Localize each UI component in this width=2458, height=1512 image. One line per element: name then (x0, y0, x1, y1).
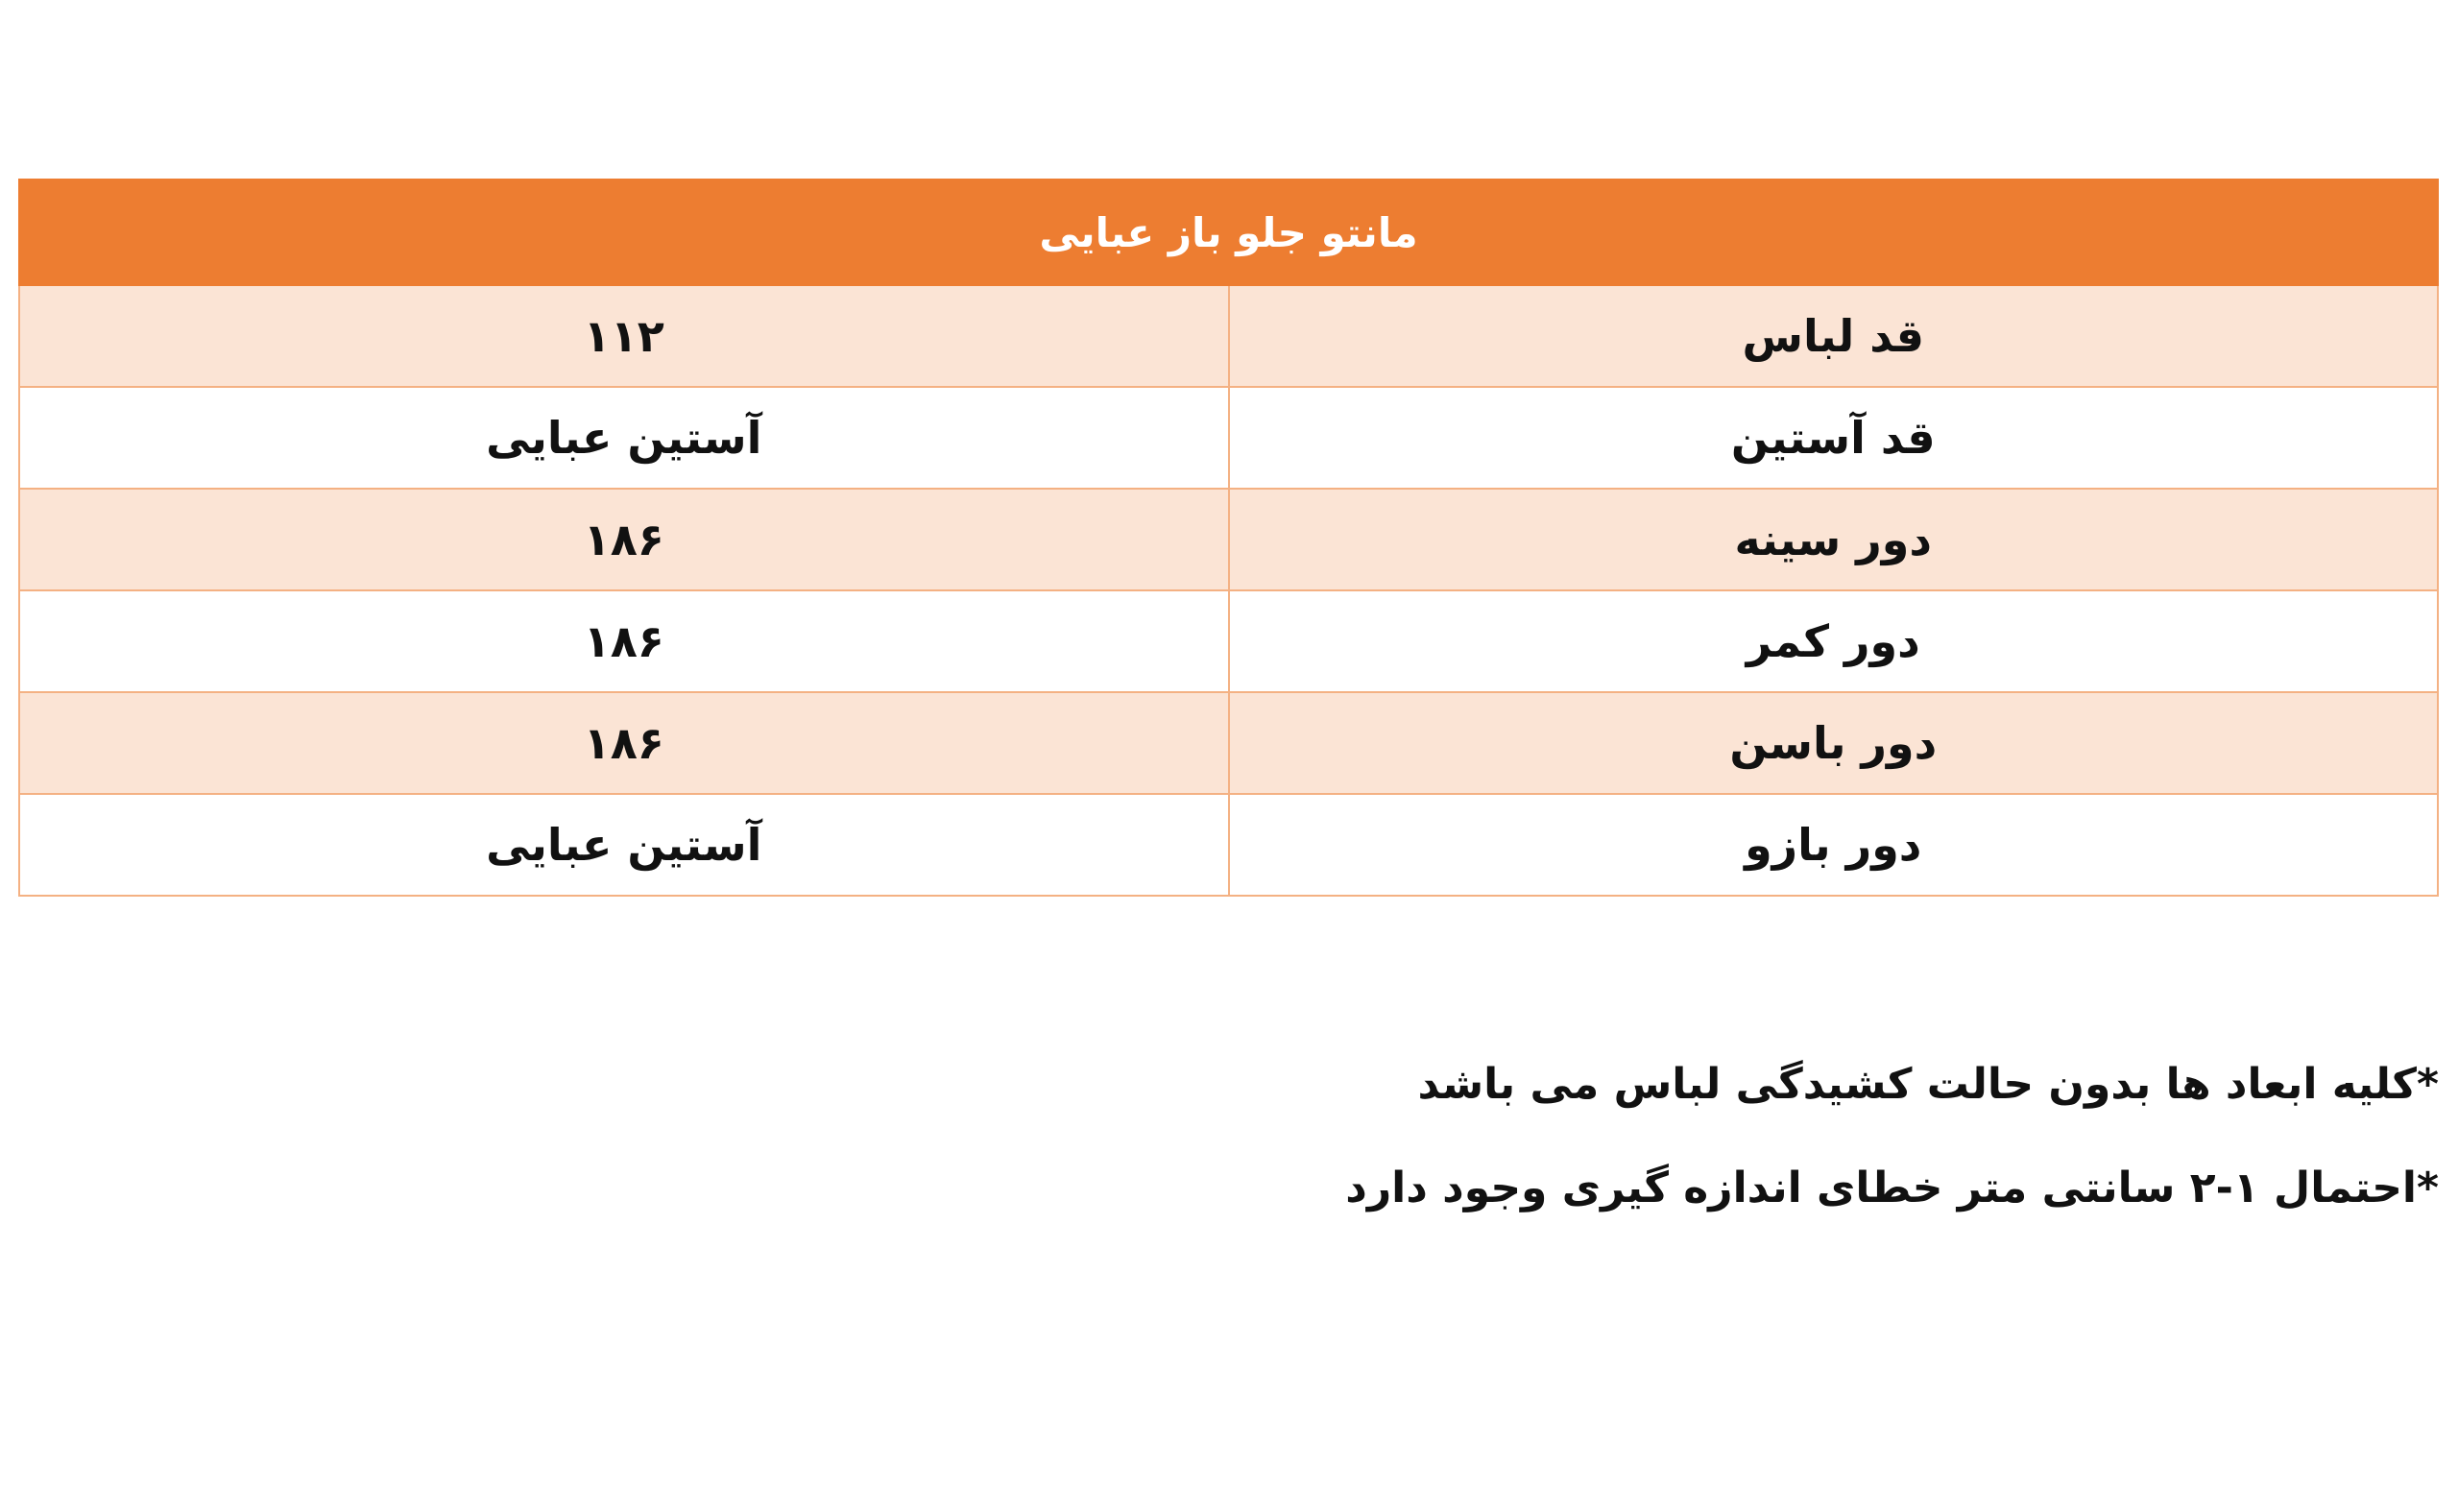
table-title: مانتو جلو باز عبایی (19, 180, 2438, 285)
table-row (19, 794, 2438, 896)
table-row (19, 489, 2438, 590)
row-value: ۱۸۶ (19, 489, 1229, 590)
note-measurement-error: *احتمال ۱-۲ سانتی متر خطای اندازه گیری وجود دارد (1345, 1164, 2439, 1212)
row-label: دور سینه (1229, 489, 2439, 590)
row-label: دور بازو (1229, 794, 2439, 896)
table-row (19, 285, 2438, 387)
row-label: دور باسن (1229, 692, 2439, 794)
row-value: ۱۸۶ (19, 590, 1229, 692)
row-value: آستین عبایی (19, 387, 1229, 489)
row-value: ۱۸۶ (19, 692, 1229, 794)
size-table (18, 179, 2439, 897)
row-label: قد آستین (1229, 387, 2439, 489)
table-row (19, 692, 2438, 794)
row-label: دور کمر (1229, 590, 2439, 692)
table-row (19, 387, 2438, 489)
row-value: آستین عبایی (19, 794, 1229, 896)
note-stretch-disclaimer: *کلیه ابعاد ها بدون حالت کشیدگی لباس می باشد (1417, 1060, 2439, 1109)
row-label: قد لباس (1229, 285, 2439, 387)
row-value: ۱۱۲ (19, 285, 1229, 387)
table-row (19, 590, 2438, 692)
table-header-row (19, 180, 2438, 285)
notes (711, 1046, 2439, 1254)
